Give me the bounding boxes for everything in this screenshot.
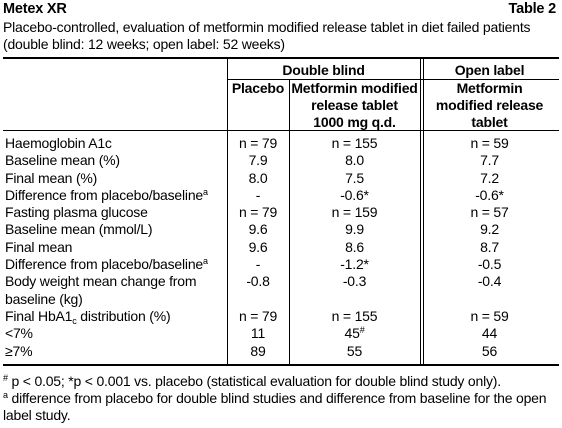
- cell-ol: -0.4: [477, 273, 502, 290]
- cell-placebo: n = 79: [238, 135, 278, 151]
- footnote-marker: #: [359, 325, 365, 336]
- cell-db: -0.6*: [340, 186, 369, 203]
- row-label: [3, 308, 227, 325]
- table-row: [3, 273, 559, 308]
- cell-db: n = 155: [331, 135, 378, 151]
- cell-db: 7.5: [345, 169, 364, 186]
- cell-placebo: 9.6: [248, 221, 268, 238]
- cell-db: 55: [346, 342, 363, 359]
- cell-ol: 44: [481, 325, 498, 342]
- col-metformin-ol-l3: tablet: [471, 114, 508, 130]
- row-label: [3, 273, 227, 308]
- cell-ol: 7.2: [480, 169, 499, 186]
- row-label-line2: baseline (kg): [5, 290, 83, 307]
- group-double-blind: Double blind: [282, 62, 365, 78]
- column-header-row: [3, 80, 559, 132]
- row-label: Fasting plasma glucose: [5, 204, 148, 221]
- row-label-text: Difference from placebo/baseline: [5, 186, 204, 203]
- table-row: [3, 187, 559, 204]
- cell-ol: -0.6*: [475, 186, 504, 203]
- cell-db: 9.9: [345, 221, 364, 238]
- col-metformin-ol-l2: modified release: [435, 97, 544, 113]
- table-row: [3, 308, 559, 325]
- col-metformin-db-l1: Metformin modified: [291, 80, 418, 96]
- row-label: Haemoglobin A1c: [5, 135, 112, 151]
- table-row: [3, 325, 559, 342]
- cell-ol: -0.5: [477, 256, 502, 273]
- results-table: [3, 60, 559, 360]
- table-row: [3, 152, 559, 169]
- cell-db: 8.0: [345, 152, 364, 169]
- row-label: Baseline mean (%): [5, 152, 120, 169]
- cell-ol: 9.2: [480, 221, 499, 238]
- document-header: [3, 0, 556, 20]
- table-row: [3, 221, 559, 238]
- cell-ol: n = 59: [470, 135, 509, 151]
- table-row: [3, 256, 559, 273]
- row-label: <7%: [5, 325, 33, 342]
- row-label: [3, 187, 227, 204]
- row-label: Baseline mean (mmol/L): [5, 221, 153, 238]
- footnote-2: [3, 390, 559, 424]
- cell-placebo: -: [255, 186, 261, 203]
- footnote-marker: a: [203, 186, 208, 197]
- rule-bottom: [3, 364, 559, 366]
- row-label-pre: Final HbA1: [5, 307, 73, 324]
- group-header-row: [3, 60, 559, 80]
- rule-top: [3, 57, 559, 59]
- col-metformin-db-l2: release tablet: [311, 97, 398, 113]
- footnote-1: [3, 373, 559, 390]
- table-row: [3, 343, 559, 360]
- row-label: [3, 256, 227, 273]
- col-metformin-ol: [420, 80, 559, 132]
- row-label: Final mean (%): [5, 169, 98, 186]
- cell-placebo: 7.9: [248, 152, 268, 169]
- cell-placebo: n = 79: [238, 307, 278, 324]
- table-number: Table 2: [508, 1, 556, 17]
- table-row: [3, 135, 559, 152]
- table-row: [3, 170, 559, 187]
- row-label: Final mean: [5, 238, 73, 255]
- cell-db: -1.2*: [340, 256, 369, 273]
- table-caption: Placebo-controlled, evaluation of metformin modified release tablet in diet failed patients (double blind: 12 weeks; open label: 52 weeks): [3, 19, 531, 52]
- row-label-line1: Body weight mean change from: [5, 273, 197, 290]
- cell-db-value: 45: [344, 325, 360, 342]
- footnote-1-marker: #: [3, 373, 8, 383]
- cell-ol: 8.7: [480, 238, 499, 255]
- row-label-post: distribution (%): [76, 307, 171, 324]
- footnote-2-text: difference from placebo for double blind studies and difference from baseline for the open label study.: [3, 390, 547, 423]
- cell-db: -0.3: [342, 273, 367, 290]
- cell-ol: 56: [481, 342, 498, 359]
- col-metformin-ol-l1: Metformin: [456, 80, 523, 96]
- cell-ol: n = 59: [470, 307, 509, 324]
- footnote-2-marker: a: [3, 390, 8, 400]
- group-open-label: Open label: [454, 62, 525, 78]
- brand-name: Metex XR: [3, 1, 67, 17]
- table-row: [3, 204, 559, 221]
- cell-placebo: 9.6: [248, 238, 268, 255]
- cell-db: 8.6: [345, 238, 364, 255]
- cell-ol: n = 57: [470, 204, 509, 221]
- cell-placebo: 89: [250, 342, 266, 359]
- col-placebo-label: Placebo: [231, 80, 285, 96]
- row-label-subscript: c: [72, 315, 77, 326]
- cell-placebo: 8.0: [248, 169, 268, 186]
- cell-db: [289, 325, 420, 342]
- footnote-marker: a: [203, 256, 208, 267]
- cell-ol: 7.7: [480, 152, 499, 169]
- footnotes: [3, 373, 559, 424]
- table-row: [3, 239, 559, 256]
- cell-db: n = 155: [331, 307, 378, 324]
- cell-db: n = 159: [331, 204, 378, 221]
- col-placebo: [227, 80, 289, 132]
- cell-placebo: 11: [250, 325, 266, 342]
- row-label-text: Difference from placebo/baseline: [5, 256, 204, 273]
- col-metformin-db: [289, 80, 420, 132]
- cell-placebo: -: [255, 256, 261, 273]
- cell-placebo: n = 79: [238, 204, 278, 221]
- col-metformin-db-l3: 1000 mg q.d.: [313, 114, 396, 130]
- footnote-1-text: p < 0.05; *p < 0.001 vs. placebo (statistical evaluation for double blind study only).: [7, 373, 501, 389]
- row-label: ≥7%: [5, 342, 33, 359]
- cell-placebo: -0.8: [246, 273, 270, 290]
